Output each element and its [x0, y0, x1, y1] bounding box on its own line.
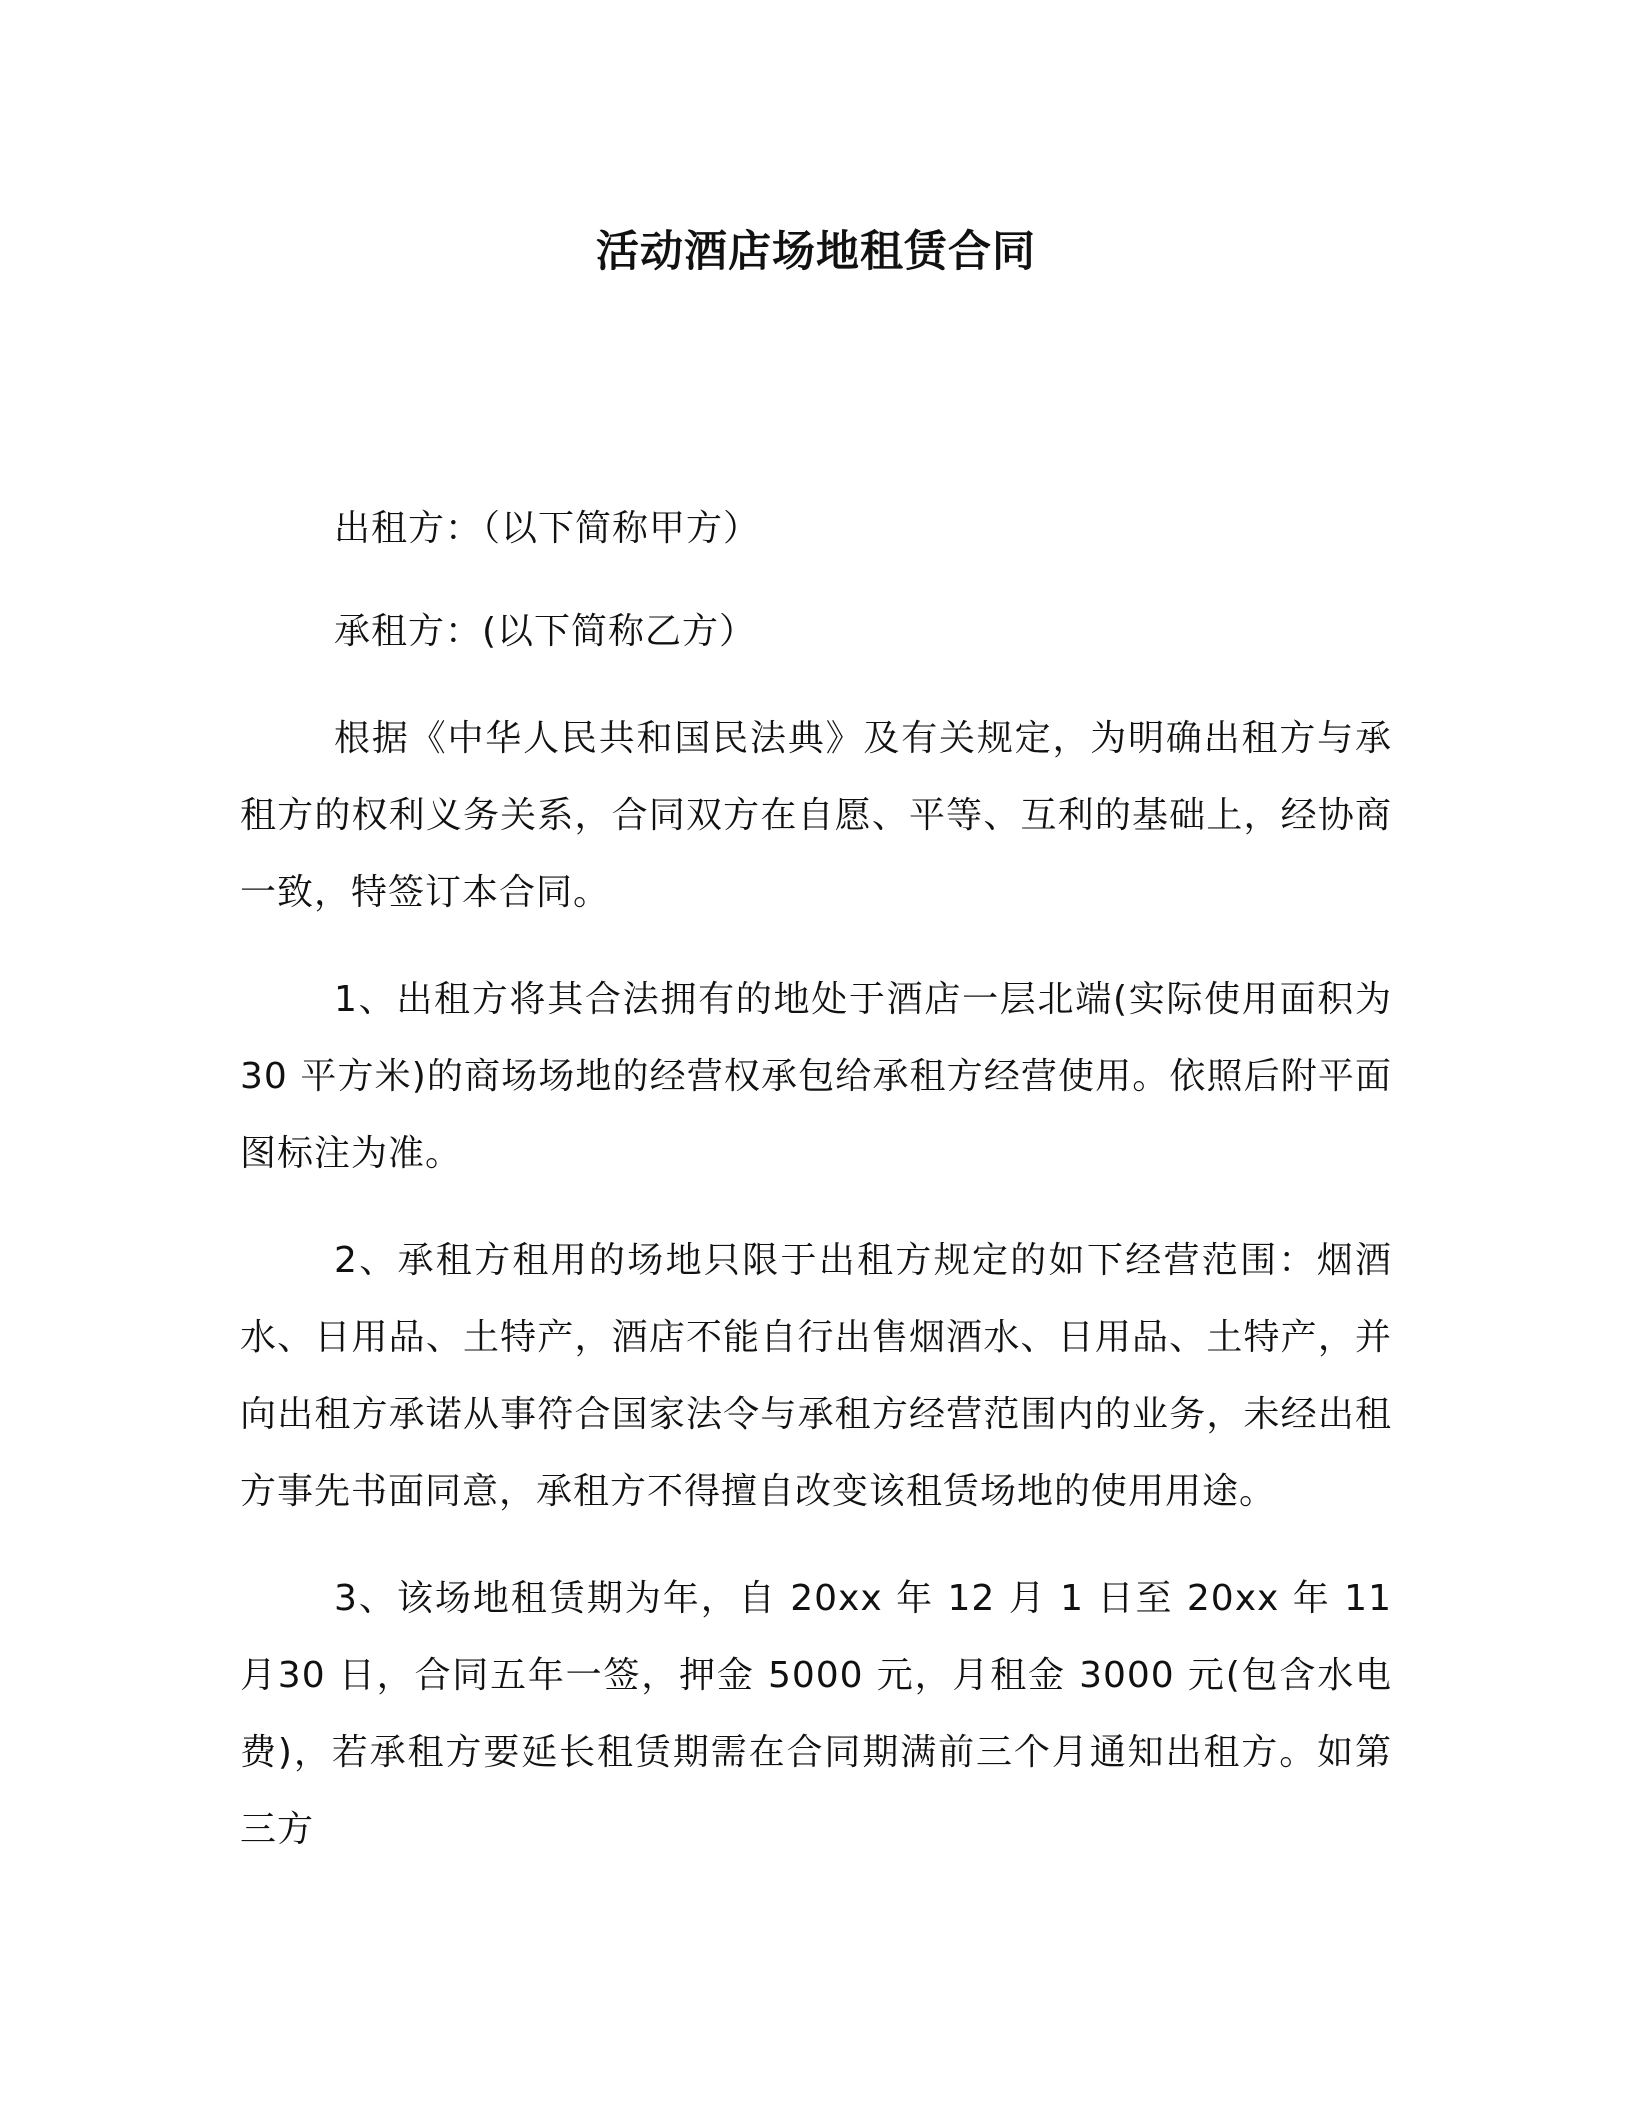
clause-1: 1、出租方将其合法拥有的地处于酒店一层北端(实际使用面积为30 平方米)的商场场地的经营权承包给承租方经营使用。依照后附平面图标注为准。 — [240, 979, 1392, 1174]
document-title: 活动酒店场地租赁合同 — [596, 227, 1036, 277]
clause-3: 3、该场地租赁期为年，自 20xx 年 12 月 1 日至 20xx 年 11 月30 日，合同五年一签，押金 5000 元，月租金 3000 元(包含水电费)，若承租方要延长租赁期需在合同期满前三个月通知出租方。如第三方 — [240, 1578, 1392, 1850]
lessor-line: 出租方：（以下简称甲方） — [334, 508, 761, 549]
document-body — [240, 490, 1392, 1898]
lessee-line: 承租方：(以下简称乙方） — [334, 611, 757, 652]
preamble-paragraph: 根据《中华人民共和国民法典》及有关规定，为明确出租方与承租方的权利义务关系，合同双方在自愿、平等、互利的基础上，经协商一致，特签订本合同。 — [240, 718, 1392, 913]
clause-2: 2、承租方租用的场地只限于出租方规定的如下经营范围：烟酒水、日用品、土特产，酒店不能自行出售烟酒水、日用品、土特产，并向出租方承诺从事符合国家法令与承租方经营范围内的业务，未经出租方事先书面同意，承租方不得擅自改变该租赁场地的使用用途。 — [240, 1240, 1392, 1512]
